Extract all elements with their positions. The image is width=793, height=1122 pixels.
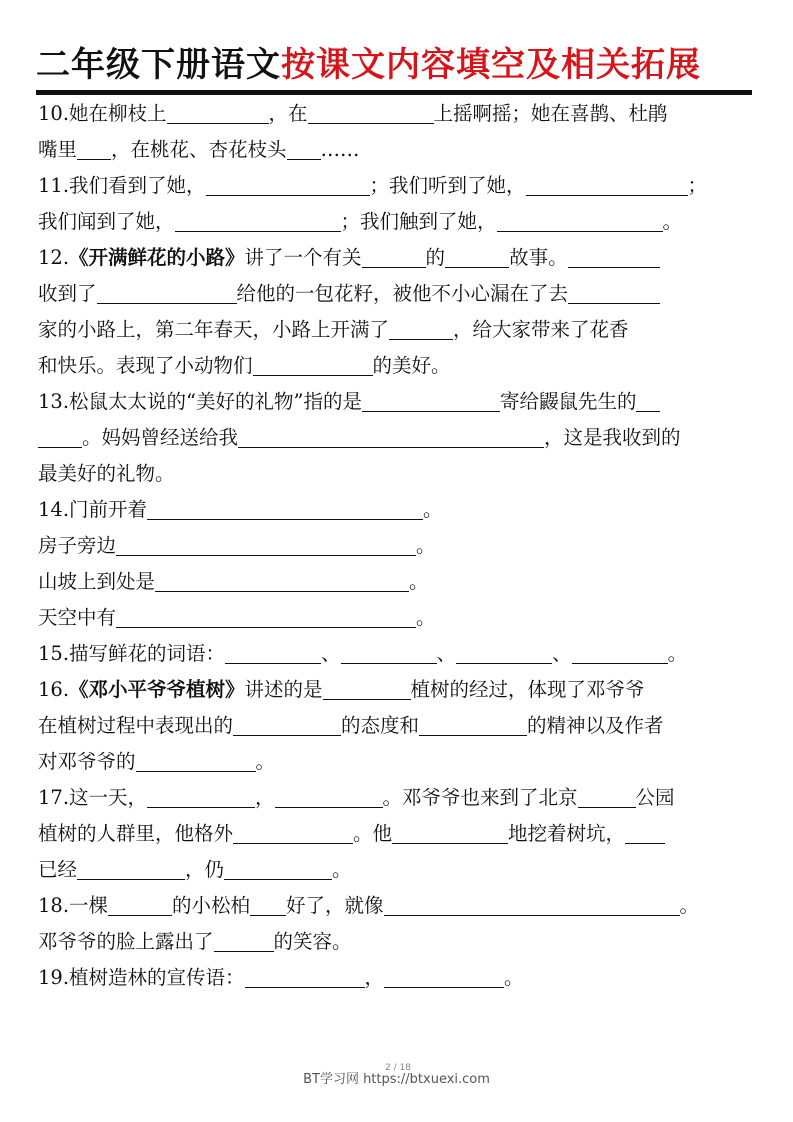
answer-blank[interactable] [206, 173, 370, 196]
answer-blank[interactable] [323, 677, 411, 700]
footer-watermark: BT学习网 https://btxuexi.com [303, 1072, 490, 1087]
answer-blank[interactable] [625, 821, 665, 844]
title-topic: 按课文内容填空及相关拓展 [281, 45, 701, 85]
answer-blank[interactable] [362, 245, 426, 268]
answer-blank[interactable] [233, 821, 353, 844]
answer-blank[interactable] [341, 641, 437, 664]
worksheet-body [38, 96, 756, 996]
q13-line1: 13.松鼠太太说的“美好的礼物”指的是 寄给鼹鼠先生的 [38, 384, 756, 420]
q14-line4: 天空中有 。 [38, 606, 436, 629]
answer-blank[interactable] [568, 281, 660, 304]
answer-blank[interactable] [225, 641, 321, 664]
answer-blank[interactable] [116, 533, 416, 556]
q16-line3: 对邓爷爷的 。 [38, 750, 276, 773]
answer-blank[interactable] [392, 821, 508, 844]
q13-line2: 。妈妈曾经送给我 ，这是我收到的 [38, 420, 756, 456]
q18-line2: 邓爷爷的脸上露出了 的笑容。 [38, 930, 352, 953]
q13-line3: 最美好的礼物。 [38, 462, 175, 485]
answer-blank[interactable] [384, 965, 504, 988]
answer-blank[interactable] [419, 713, 527, 736]
answer-blank[interactable] [568, 245, 660, 268]
answer-blank[interactable] [116, 605, 416, 628]
q18-line1: 18.一棵 的小松柏 好了，就像 。 [38, 894, 700, 917]
answer-blank[interactable] [147, 497, 423, 520]
answer-blank[interactable] [275, 785, 383, 808]
title-underline [36, 90, 752, 95]
q10-line1: 10.她在柳枝上 ，在 上摇啊摇；她在喜鹊、杜鹃 [38, 102, 668, 125]
answer-blank[interactable] [38, 425, 82, 448]
answer-blank[interactable] [384, 893, 680, 916]
answer-blank[interactable] [97, 281, 237, 304]
q14-line3: 山坡上到处是 。 [38, 570, 429, 593]
answer-blank[interactable] [238, 425, 544, 448]
answer-blank[interactable] [77, 137, 111, 160]
q11-line1: 11.我们看到了她， ；我们听到了她， ； [38, 174, 708, 197]
answer-blank[interactable] [253, 353, 373, 376]
q19-line1: 19.植树造林的宣传语： ， 。 [38, 966, 524, 989]
q12-line2: 收到了 给他的一包花籽，被他不小心漏在了去 [38, 276, 756, 312]
answer-blank[interactable] [578, 785, 636, 808]
q14-line1: 14.门前开着 。 [38, 498, 443, 521]
q12-line4: 和快乐。表现了小动物们 的美好。 [38, 354, 451, 377]
q16-line2: 在植树过程中表现出的 的态度和 的精神以及作者 [38, 714, 664, 737]
answer-blank[interactable] [147, 785, 255, 808]
q17-line2: 植树的人群里，他格外 。他 地挖着树坑， [38, 816, 756, 852]
q10-line2: 嘴里 ，在桃花、杏花枝头 …… [38, 138, 360, 161]
answer-blank[interactable] [362, 389, 500, 412]
answer-blank[interactable] [214, 929, 274, 952]
answer-blank[interactable] [636, 389, 660, 412]
answer-blank[interactable] [233, 713, 341, 736]
title-grade: 二年级下册语文 [36, 45, 281, 85]
answer-blank[interactable] [224, 857, 332, 880]
answer-blank[interactable] [572, 641, 668, 664]
answer-blank[interactable] [456, 641, 552, 664]
answer-blank[interactable] [108, 893, 172, 916]
answer-blank[interactable] [497, 209, 663, 232]
q12-line3: 家的小路上，第二年春天，小路上开满了 ，给大家带来了花香 [38, 318, 629, 341]
answer-blank[interactable] [245, 965, 365, 988]
q12-line1: 12.《开满鲜花的小路》讲了一个有关 的 故事。 [38, 240, 756, 276]
q16-line1: 16.《邓小平爷爷植树》讲述的是 植树的经过，体现了邓爷爷 [38, 678, 645, 701]
answer-blank[interactable] [389, 317, 453, 340]
answer-blank[interactable] [155, 569, 409, 592]
answer-blank[interactable] [445, 245, 509, 268]
answer-blank[interactable] [136, 749, 256, 772]
q15-line1: 15.描写鲜花的词语： 、 、 、 。 [38, 642, 688, 665]
q11-line2: 我们闻到了她， ；我们触到了她， 。 [38, 210, 683, 233]
book-title: 《开满鲜花的小路》 [69, 246, 245, 269]
page-number: 2 / 18 [385, 1063, 411, 1073]
answer-blank[interactable] [167, 101, 269, 124]
q17-line1: 17.这一天， ， 。邓爷爷也来到了北京 公园 [38, 786, 675, 809]
answer-blank[interactable] [77, 857, 185, 880]
answer-blank[interactable] [250, 893, 286, 916]
q14-line2: 房子旁边 。 [38, 534, 436, 557]
answer-blank[interactable] [287, 137, 321, 160]
page-title [36, 40, 756, 90]
q17-line3: 已经 ，仍 。 [38, 858, 352, 881]
answer-blank[interactable] [526, 173, 688, 196]
answer-blank[interactable] [175, 209, 341, 232]
book-title: 《邓小平爷爷植树》 [69, 678, 245, 701]
answer-blank[interactable] [308, 101, 434, 124]
